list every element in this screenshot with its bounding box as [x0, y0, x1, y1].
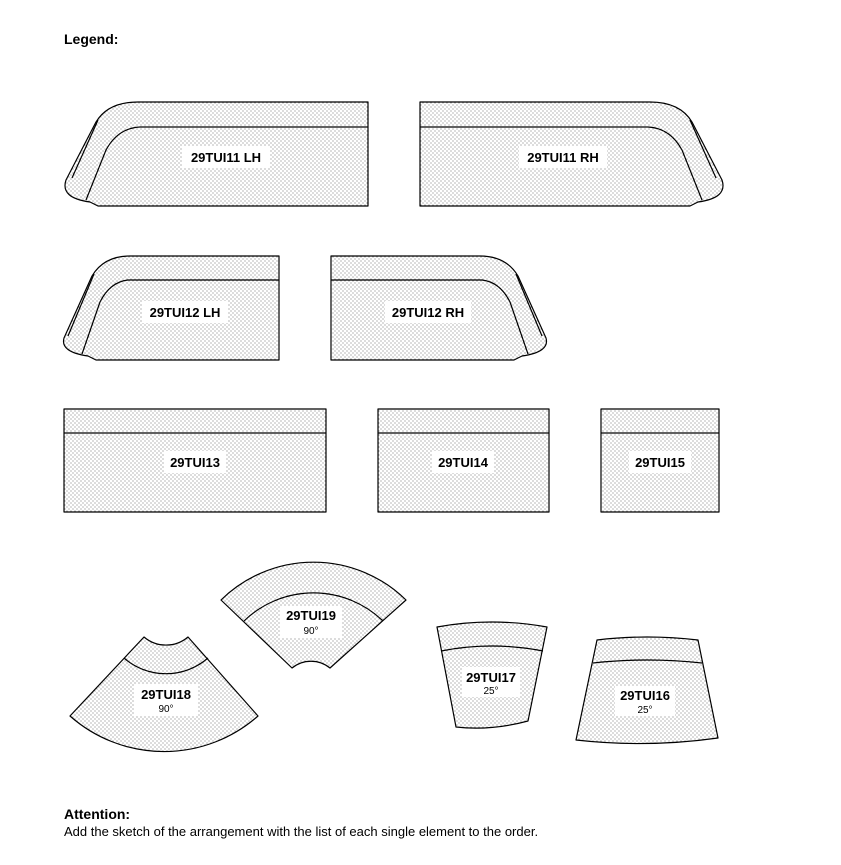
element-29tui11-lh-label: 29TUI11 LH — [190, 150, 262, 165]
element-29tui18-angle: 90° — [158, 704, 174, 715]
element-29tui17-angle: 25° — [483, 686, 499, 697]
element-29tui12-lh — [64, 256, 280, 360]
element-29tui18 — [70, 637, 258, 752]
element-29tui19-angle: 90° — [303, 626, 319, 637]
element-29tui11-rh-label: 29TUI11 RH — [527, 150, 599, 165]
element-29tui14-label: 29TUI14 — [438, 455, 488, 470]
attention-title: Attention: — [64, 806, 131, 822]
element-29tui13 — [64, 409, 326, 512]
element-29tui19 — [221, 562, 406, 668]
legend-title: Legend: — [64, 31, 119, 47]
element-29tui13-label: 29TUI13 — [170, 455, 220, 470]
element-29tui15-label: 29TUI15 — [635, 455, 685, 470]
element-29tui16-label: 29TUI16 — [620, 688, 670, 703]
element-29tui17-label: 29TUI17 — [466, 670, 516, 685]
element-29tui14 — [378, 409, 549, 512]
element-29tui12-rh — [331, 256, 547, 360]
element-29tui16-angle: 25° — [637, 705, 653, 716]
element-29tui19-label: 29TUI19 — [286, 608, 336, 623]
element-29tui12-lh-label: 29TUI12 LH — [149, 305, 221, 320]
element-29tui18-label: 29TUI18 — [141, 687, 191, 702]
element-29tui15 — [601, 409, 719, 512]
element-29tui16 — [576, 637, 718, 744]
element-29tui17 — [437, 622, 547, 728]
attention-text: Add the sketch of the arrangement with the list of each single element to the order. — [64, 824, 539, 839]
element-29tui11-lh — [65, 102, 368, 206]
element-29tui11-rh — [420, 102, 723, 206]
element-29tui12-rh-label: 29TUI12 RH — [391, 305, 465, 320]
